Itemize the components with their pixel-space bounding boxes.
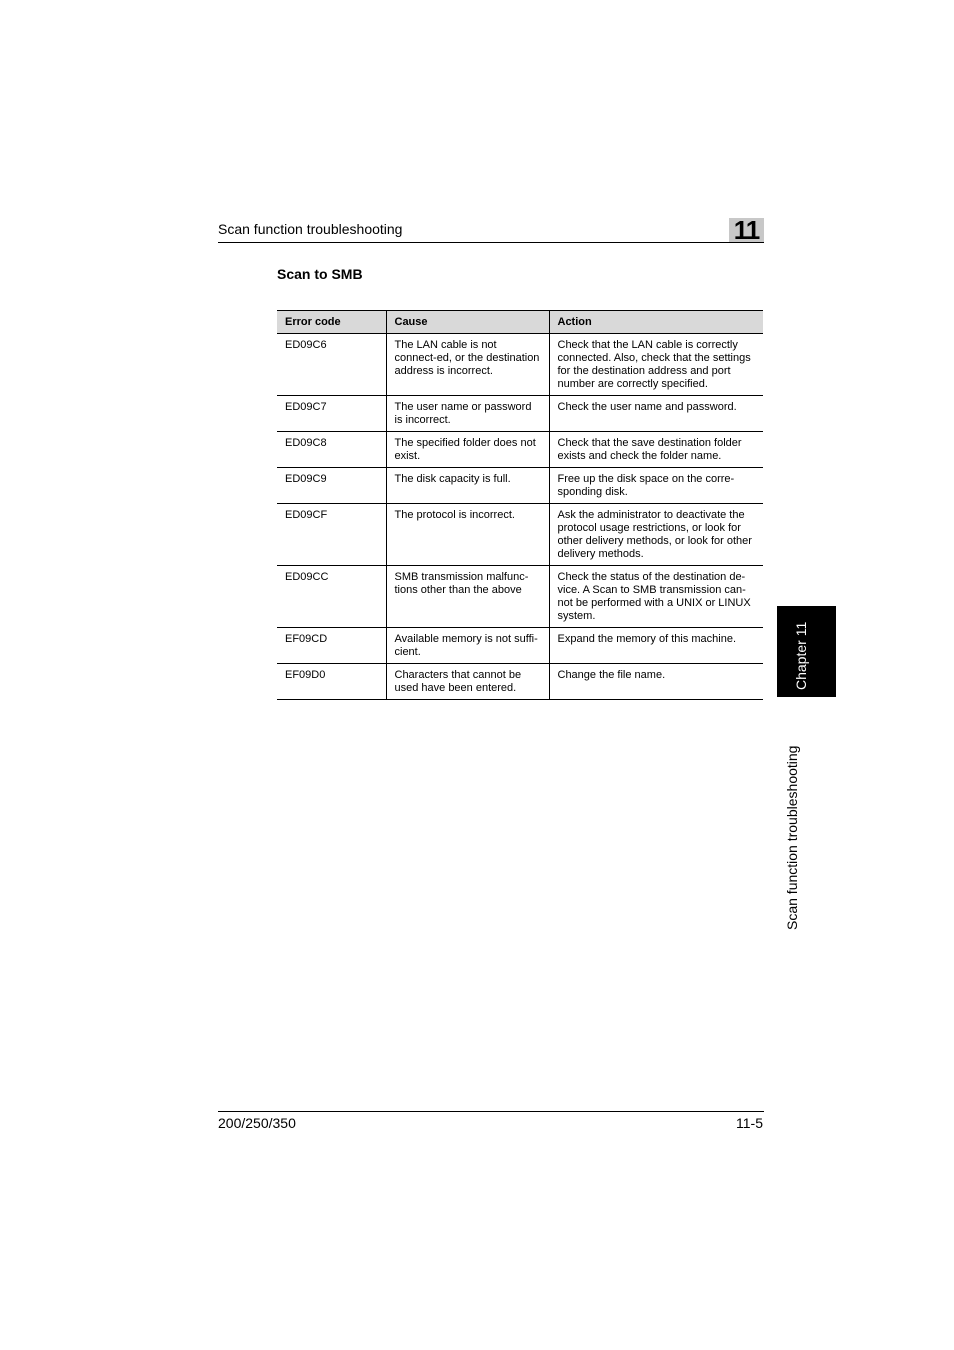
section-side-label: Scan function troubleshooting <box>784 745 800 930</box>
table-header-row <box>277 311 763 334</box>
action-cell: Check that the save destination folder exists and check the folder name. <box>549 432 763 468</box>
cause-cell: The user name or password is incorrect. <box>386 396 549 432</box>
error-code-cell: EF09D0 <box>277 664 386 700</box>
running-header-title: Scan function troubleshooting <box>218 221 403 237</box>
table-row <box>277 468 763 504</box>
column-header-error-code: Error code <box>277 311 386 334</box>
cause-cell: The disk capacity is full. <box>386 468 549 504</box>
column-header-action: Action <box>549 311 763 334</box>
action-cell: Ask the administrator to deactivate the protocol usage restrictions, or look for other delivery methods, or look for other delivery methods. <box>549 504 763 566</box>
footer-page-number: 11-5 <box>736 1115 763 1131</box>
action-cell: Free up the disk space on the corre-sponding disk. <box>549 468 763 504</box>
action-cell: Expand the memory of this machine. <box>549 628 763 664</box>
table-row <box>277 566 763 628</box>
error-code-cell: ED09C7 <box>277 396 386 432</box>
cause-cell: The protocol is incorrect. <box>386 504 549 566</box>
table-row <box>277 664 763 700</box>
error-code-cell: ED09C9 <box>277 468 386 504</box>
footer-divider <box>218 1111 764 1112</box>
error-code-cell: ED09CF <box>277 504 386 566</box>
table-row <box>277 396 763 432</box>
action-cell: Check the user name and password. <box>549 396 763 432</box>
table-row <box>277 628 763 664</box>
footer-model: 200/250/350 <box>218 1115 296 1131</box>
error-code-table <box>277 310 763 700</box>
error-code-cell: ED09C6 <box>277 334 386 396</box>
action-cell: Check that the LAN cable is correctly connected. Also, check that the settings for the destination address and port number are correctly specified. <box>549 334 763 396</box>
action-cell: Check the status of the destination de-vice. A Scan to SMB transmission can-not be performed with a UNIX or LINUX system. <box>549 566 763 628</box>
table-row <box>277 504 763 566</box>
header-divider <box>218 242 764 243</box>
error-code-cell: EF09CD <box>277 628 386 664</box>
action-cell: Change the file name. <box>549 664 763 700</box>
column-header-cause: Cause <box>386 311 549 334</box>
cause-cell: Available memory is not suffi-cient. <box>386 628 549 664</box>
section-title: Scan to SMB <box>277 266 363 282</box>
table-row <box>277 432 763 468</box>
cause-cell: The specified folder does not exist. <box>386 432 549 468</box>
chapter-number-badge: 11 <box>729 218 764 243</box>
error-code-cell: ED09CC <box>277 566 386 628</box>
cause-cell: Characters that cannot be used have been entered. <box>386 664 549 700</box>
table-row <box>277 334 763 396</box>
error-code-cell: ED09C8 <box>277 432 386 468</box>
chapter-side-tab-label: Chapter 11 <box>793 621 809 690</box>
cause-cell: The LAN cable is not connect-ed, or the destination address is incorrect. <box>386 334 549 396</box>
cause-cell: SMB transmission malfunc-tions other than the above <box>386 566 549 628</box>
chapter-side-tab <box>777 606 836 697</box>
